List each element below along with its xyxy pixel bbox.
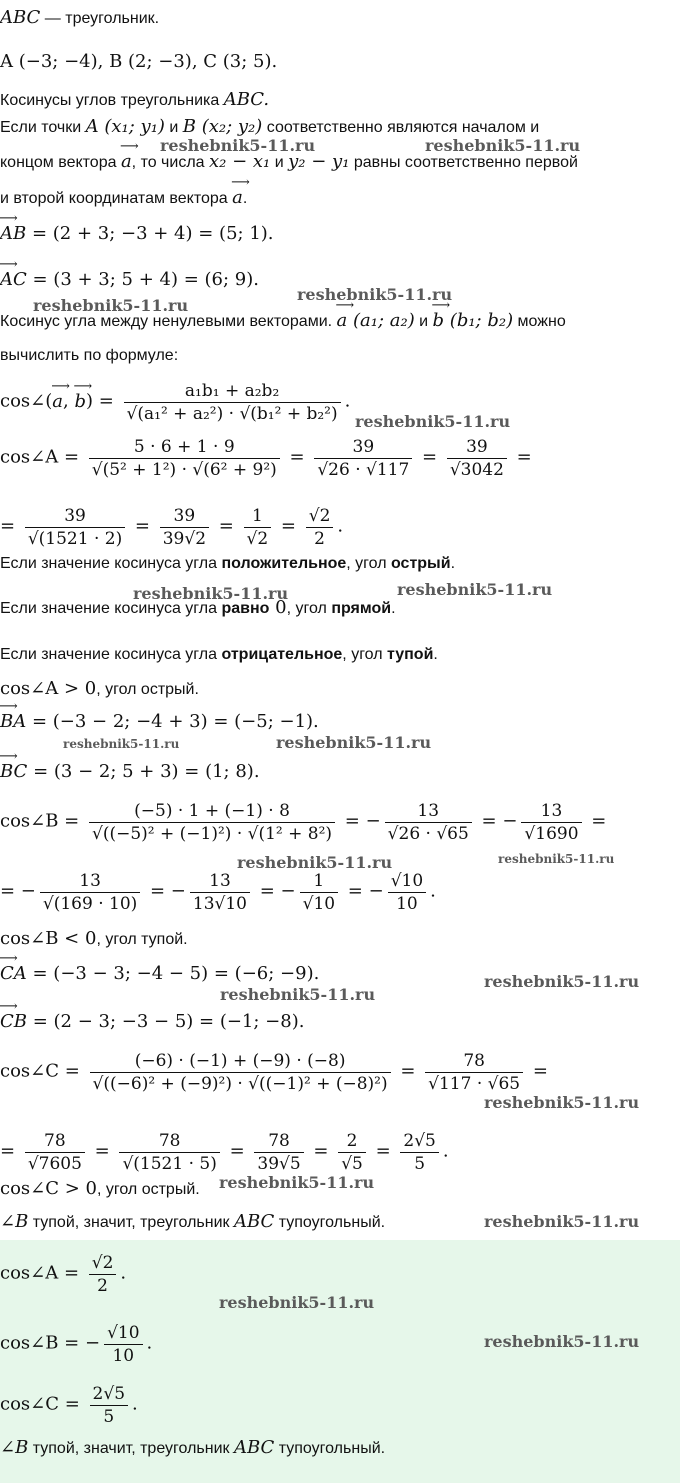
numerator: √10 [390,871,424,891]
answer-lhs: cos∠A = [0,1262,85,1284]
equals-minus: = − [339,810,381,832]
fraction [314,436,412,481]
watermark: reshebnik5-11.ru [219,1293,375,1312]
denominator: √10 [300,892,338,915]
period: . [442,1140,449,1162]
fraction [40,870,140,915]
watermark: reshebnik5-11.ru [484,972,640,991]
theory1-line3 [0,188,247,209]
fraction [400,1130,438,1175]
numerator: a₁b₁ + a₂b₂ [184,381,280,401]
cos-b-sign-text: , угол тупой. [96,931,188,948]
numerator: 2√5 [92,1384,126,1404]
denominator: 10 [104,1344,142,1367]
fraction [25,505,125,550]
denominator: 39√5 [254,1152,303,1175]
numerator: √2 [91,1253,114,1273]
angle-b: ∠B [0,1437,29,1458]
equals: = [307,1140,335,1162]
watermark: reshebnik5-11.ru [425,136,581,155]
vector-cb-line [0,1012,304,1033]
equals: = [88,1140,116,1162]
theory2-text: и [414,313,433,330]
denominator: 13√10 [190,892,250,915]
equals: = [283,446,311,468]
zero-math: 0 [269,597,287,618]
vector-ab-expr: = (2 + 3; −3 + 4) = (5; 1). [26,223,274,244]
numerator: 78 [268,1131,290,1151]
formula-fraction [124,380,341,425]
numerator: 2 [346,1131,358,1151]
denominator: 39√2 [160,527,209,550]
equals: = [527,1060,548,1082]
denominator: 10 [388,892,426,915]
answer-lhs: cos∠B = − [0,1332,101,1354]
period: . [120,1262,127,1284]
period: . [132,1393,138,1415]
x-difference: x₂ − x₁ [209,151,271,172]
numerator: 2√5 [403,1131,436,1151]
cos-c-sign-text: , угол острый. [97,1181,200,1198]
triangle-name: ABC [233,1437,275,1458]
vector-ca-expr: = (−3 − 3; −4 − 5) = (−6; −9). [26,963,320,984]
vector-a: ⟶ a [121,152,132,172]
point-a-coords: A (x₁; y₁) [85,116,165,137]
fraction [425,1050,523,1095]
numerator: 1 [251,506,263,526]
cos-c-sign-math: cos∠C > 0 [0,1178,97,1199]
denominator: √5 [338,1152,366,1175]
denominator: √((−5)² + (−1)²) · √(1² + 8²) [89,822,335,845]
denominator: √(169 · 10) [40,892,140,915]
numerator: √10 [107,1323,140,1343]
watermark: reshebnik5-11.ru [484,1332,640,1351]
denominator: 2 [89,1274,117,1297]
numerator: 39 [64,506,86,526]
vector-ac-expr: = (3 + 3; 5 + 4) = (6; 9). [26,269,259,290]
denominator: √(1521 · 5) [119,1152,219,1175]
cos-heading-math: ABC. [223,89,270,110]
fraction [89,1252,117,1297]
rule-text: , угол [342,646,387,663]
answer-cos-c [0,1383,138,1428]
cos-formula [0,380,350,425]
rule-text: Если значение косинуса угла [0,646,222,663]
vector-bc-expr: = (3 − 2; 5 + 3) = (1; 8). [27,761,260,782]
watermark: reshebnik5-11.ru [484,1212,640,1231]
numerator: 39 [466,437,488,457]
cos-b-sign [0,929,188,950]
points-line: A (−3; −4), B (2; −3), C (3; 5). [0,51,278,72]
formula-lhs: cos∠( [0,390,53,412]
theory1-text: и второй координатам вектора [0,190,233,207]
watermark: reshebnik5-11.ru [484,1093,640,1112]
equals: = [369,1140,397,1162]
cos-a-line2 [0,505,343,550]
fraction [300,870,338,915]
numerator: 78 [44,1131,66,1151]
fraction [25,1130,85,1175]
denominator: √7605 [25,1152,85,1175]
numerator: 13 [209,871,231,891]
rule-bold: прямой [331,600,392,617]
theory1-text: равны соответственно первой [349,154,578,171]
equals: = [223,1140,251,1162]
denominator: 5 [90,1405,128,1428]
vector-b-coords: (b₁; b₂) [444,310,514,331]
rule-bold: равно [221,600,270,617]
fraction [90,1383,128,1428]
watermark: reshebnik5-11.ru [219,1173,375,1192]
watermark: reshebnik5-11.ru [498,852,615,866]
rule-negative [0,645,438,665]
title-math: ABC [0,7,41,28]
denominator: √((−6)² + (−9)²) · √((−1)² + (−8)²) [90,1072,391,1095]
period: . [146,1332,153,1354]
watermark: reshebnik5-11.ru [276,733,432,752]
watermark: reshebnik5-11.ru [220,985,376,1004]
formula-comma: , [63,390,75,412]
watermark: reshebnik5-11.ru [133,584,289,603]
theory1-line1 [0,117,539,138]
watermark: reshebnik5-11.ru [160,136,316,155]
rule-positive [0,554,455,574]
vector-a-coords: (a₁; a₂) [347,310,415,331]
fraction [254,1130,303,1175]
formula-lhs: ) = [85,390,120,412]
rule-text: , угол [346,555,391,572]
vector-ab: ⟶ AB [0,224,26,244]
denominator: √117 · √65 [425,1072,523,1095]
conclusion-line [0,1212,385,1233]
answer-final [0,1438,385,1459]
cos-c-sign [0,1179,200,1200]
cos-b-line1 [0,800,606,845]
equals-minus: = − [254,880,296,902]
denominator: 5 [400,1152,438,1175]
answer-text: тупой, значит, треугольник [28,1440,234,1457]
period: . [337,515,344,537]
numerator: 5 · 6 + 1 · 9 [133,437,235,457]
denominator: √3042 [447,458,507,481]
fraction [119,1130,219,1175]
cos-b-line2 [0,870,436,915]
theory1-text: , то числа [131,154,210,171]
cos-b-sign-math: cos∠B < 0 [0,928,97,949]
cos-c-line2 [0,1130,449,1175]
title-line [0,8,159,29]
vector-ba: ⟶ BA [0,712,26,732]
triangle-name: ABC [233,1211,275,1232]
cos-heading [0,90,269,111]
numerator: 39 [352,437,375,457]
fraction [190,870,250,915]
theory2-line2: вычислить по формуле: [0,347,179,364]
fraction [338,1130,366,1175]
theory1-text: соответственно являются началом и [262,119,540,136]
denominator: √(5² + 1²) · √(6² + 9²) [89,458,280,481]
conclusion-text: тупоугольный. [274,1214,386,1231]
equals-minus: = − [475,810,518,832]
theory1-text: Если точки [0,119,86,136]
equals: = [129,515,156,537]
vector-a: ⟶ a [232,188,243,208]
answer-text: тупоугольный. [274,1440,386,1457]
equals-minus: = − [342,880,384,902]
rule-bold: острый [390,555,451,572]
vector-ac: ⟶ AC [0,270,27,290]
cos-a-line1 [0,436,532,481]
period: . [430,880,436,902]
cos-heading-text: Косинусы углов треугольника [0,92,224,109]
equals-minus: = − [144,880,186,902]
cos-a-sign-math: cos∠A > 0 [0,678,97,699]
vector-ab-line [0,224,274,245]
equals: = [585,810,607,832]
fraction [385,800,472,845]
equals: = [394,1060,422,1082]
numerator: 13 [417,801,440,821]
fraction [521,800,581,845]
numerator: 1 [313,871,325,891]
watermark: reshebnik5-11.ru [63,737,180,751]
watermark: reshebnik5-11.ru [397,580,553,599]
numerator: 39 [173,506,196,526]
vector-bc: ⟶ BC [0,762,27,782]
fraction [388,870,426,915]
rule-text: Если значение косинуса угла [0,600,222,617]
fraction [306,505,334,550]
denominator: √(1521 · 2) [25,527,125,550]
theory1-text: . [242,190,248,207]
vector-ac-line [0,270,259,291]
watermark: reshebnik5-11.ru [355,412,511,431]
denominator: √2 [244,527,272,550]
equals-minus: = − [0,880,36,902]
numerator: 13 [79,871,101,891]
vector-ba-line [0,712,319,733]
rule-bold: отрицательное [221,646,343,663]
denominator: √1690 [521,822,581,845]
vector-ca: ⟶ CA [0,964,27,984]
vector-ca-line [0,964,319,985]
rule-text: . [433,646,438,663]
vector-a: ⟶ a [337,311,348,331]
vector-ba-expr: = (−3 − 2; −4 + 3) = (−5; −1). [26,711,319,732]
rule-bold: тупой [387,646,434,663]
watermark: reshebnik5-11.ru [33,296,189,315]
denominator: √26 · √117 [314,458,412,481]
fraction [244,505,272,550]
cos-c-lhs: cos∠C = [0,1060,86,1082]
watermark: reshebnik5-11.ru [237,853,393,872]
numerator: 78 [158,1131,181,1151]
denominator: 2 [306,527,334,550]
answer-cos-a [0,1252,126,1297]
title-text: — треугольник. [40,10,160,27]
theory2-text: Косинус угла между ненулевыми векторами. [0,313,337,330]
theory1-text: концом вектора [0,154,121,171]
theory1-text: и [270,154,289,171]
numerator: (−6) · (−1) + (−9) · (−8) [134,1051,346,1071]
numerator: 13 [540,801,563,821]
rule-text: Если значение косинуса угла [0,555,222,572]
numerator: 78 [463,1051,485,1071]
period: . [344,390,351,412]
fraction [447,436,507,481]
theory1-text: и [164,119,183,136]
numerator: √2 [308,506,331,526]
fraction [89,800,335,845]
cos-b-lhs: cos∠B = [0,810,85,832]
cos-a-sign-text: , угол острый. [96,681,199,698]
y-difference: y₂ − y₁ [288,151,350,172]
angle-b: ∠B [0,1211,29,1232]
vector-b: ⟶ b [433,311,445,331]
rule-text: . [391,600,396,617]
answer-cos-b [0,1322,152,1367]
vector-cb: ⟶ CB [0,1012,27,1032]
vector-b: ⟶ b [74,392,86,412]
equals: = [0,515,21,537]
equals: = [213,515,240,537]
theory2-text: можно [513,313,566,330]
cos-a-lhs: cos∠A = [0,446,85,468]
fraction [104,1322,142,1367]
fraction [90,1050,391,1095]
cos-c-line1 [0,1050,548,1095]
fraction [160,505,209,550]
vector-bc-line [0,762,260,783]
equals: = [275,515,302,537]
rule-text: , угол [286,600,332,617]
equals: = [416,446,443,468]
denominator: √(a₁² + a₂²) · √(b₁² + b₂²) [124,402,341,425]
answer-lhs: cos∠C = [0,1393,86,1415]
equals: = [0,1140,21,1162]
conclusion-text: тупой, значит, треугольник [28,1214,234,1231]
equals: = [510,446,532,468]
answer-box [0,1240,680,1483]
vector-cb-expr: = (2 − 3; −3 − 5) = (−1; −8). [27,1011,305,1032]
watermark: reshebnik5-11.ru [297,285,453,304]
fraction [89,436,280,481]
point-b-coords: B (x₂; y₂) [182,116,263,137]
cos-a-sign [0,679,199,700]
vector-a: ⟶ a [52,392,63,412]
denominator: √26 · √65 [385,822,472,845]
numerator: (−5) · 1 + (−1) · 8 [134,801,290,821]
theory1-line2 [0,152,578,173]
rule-text: . [450,555,456,572]
rule-bold: положительное [221,555,347,572]
